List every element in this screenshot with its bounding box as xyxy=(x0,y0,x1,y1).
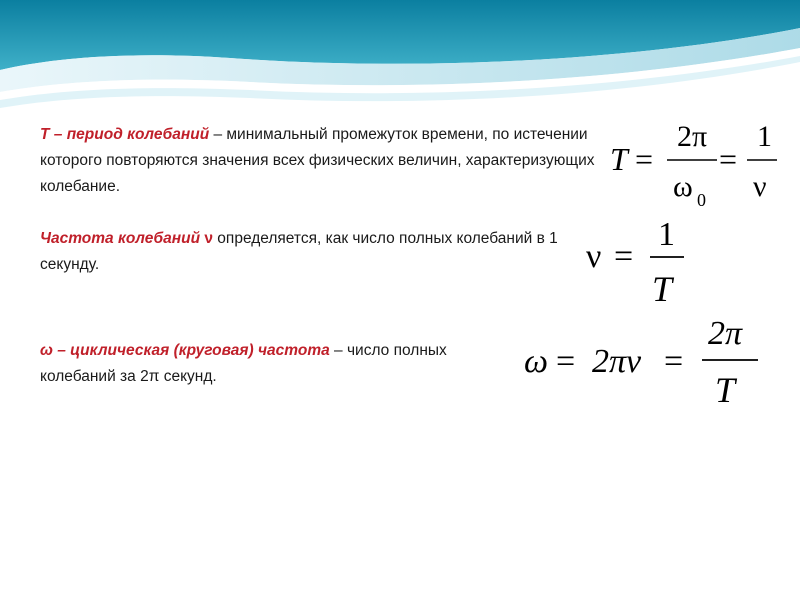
formula-cyclic-lhs: ω xyxy=(524,343,549,380)
term-frequency-symbol: ν xyxy=(204,230,213,247)
formula-frequency-eq: = xyxy=(614,238,634,275)
formula-period-frac2-den: ν xyxy=(753,170,767,203)
definition-period xyxy=(40,122,625,200)
definition-frequency-text: определяется, как число полных колебаний в 1 секунду. xyxy=(40,230,558,273)
formula-cyclic-den: T xyxy=(715,370,736,410)
formula-period-lhs: T xyxy=(610,141,628,177)
formula-period-eq1: = xyxy=(635,141,654,177)
formula-period-frac1-den-sub: 0 xyxy=(697,190,706,210)
term-period: T – период колебаний xyxy=(40,126,210,143)
formula-frequency-den: T xyxy=(652,269,673,309)
formula-period-frac1-num: 2π xyxy=(677,120,708,153)
definition-period-text: – минимальный промежуток времени, по истечении которого повторяются значения всех физических величин, характеризующих колебание. xyxy=(40,126,595,195)
formula-period xyxy=(605,112,795,212)
formula-frequency-num: 1 xyxy=(658,216,675,253)
formula-cyclic-eq2: = xyxy=(664,343,684,380)
term-frequency: Частота колебаний xyxy=(40,230,201,247)
formula-cyclic-eq1: = xyxy=(556,343,576,380)
term-cyclic-frequency: ω – циклическая (круговая) частота xyxy=(40,342,330,359)
definition-frequency xyxy=(40,226,600,278)
formula-period-eq2: = xyxy=(719,141,738,177)
formula-period-frac2-num: 1 xyxy=(757,120,772,153)
formula-period-frac1-den: ω xyxy=(673,170,693,203)
definition-cyclic-text: – число полных колебаний за 2π секунд. xyxy=(40,342,447,385)
header-wave-decoration xyxy=(0,0,800,120)
formula-frequency-lhs: ν xyxy=(586,238,602,275)
formula-cyclic xyxy=(522,312,772,412)
definition-cyclic-frequency xyxy=(40,338,510,390)
formula-frequency xyxy=(584,205,694,309)
formula-cyclic-num: 2π xyxy=(708,315,743,352)
formula-cyclic-mid: 2πν xyxy=(592,343,642,380)
